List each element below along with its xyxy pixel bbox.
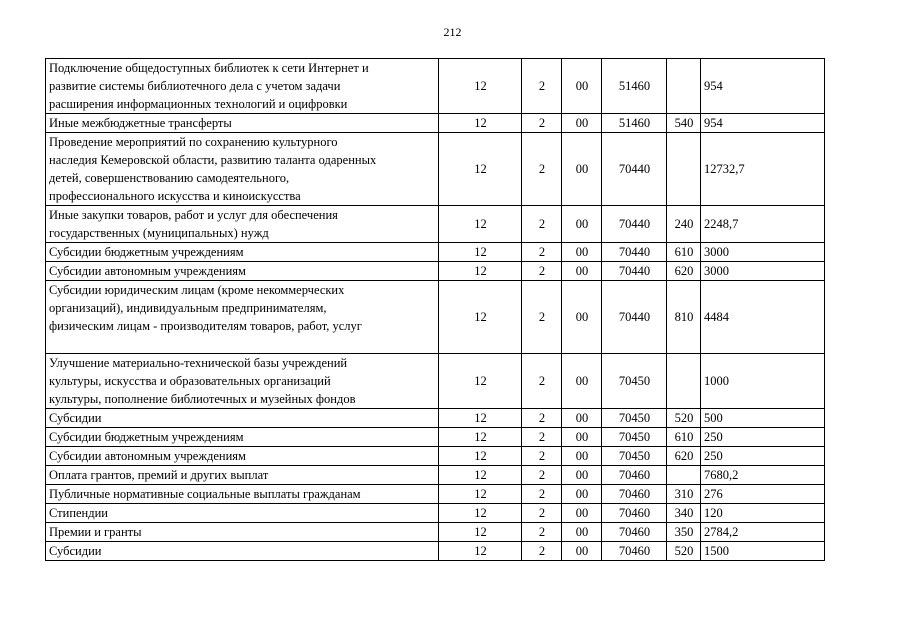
program-code-cell: 00: [562, 59, 602, 114]
table-row: [46, 485, 825, 504]
item-name-cell: [46, 59, 439, 114]
program-code-cell: 00: [562, 206, 602, 243]
item-name-line: организаций), индивидуальным предпринимателям,: [49, 301, 327, 315]
item-name-cell: [46, 133, 439, 206]
program-code-cell: 00: [562, 114, 602, 133]
table-row: [46, 59, 825, 114]
expense-type-code-cell: [667, 354, 701, 409]
item-name-line: Улучшение материально-технической базы учреждений: [49, 356, 348, 370]
program-code-cell: 00: [562, 542, 602, 561]
section-code-cell: 12: [439, 523, 522, 542]
amount-cell: 3000: [701, 243, 825, 262]
item-name-line: Подключение общедоступных библиотек к сети Интернет и: [49, 61, 369, 75]
expense-type-code-cell: 340: [667, 504, 701, 523]
item-name-line: Публичные нормативные социальные выплаты гражданам: [49, 487, 361, 501]
section-code-cell: 12: [439, 133, 522, 206]
subsection-code-cell: 2: [522, 504, 562, 523]
target-article-code-cell: 70450: [602, 409, 667, 428]
item-name-cell: [46, 542, 439, 561]
amount-cell: 7680,2: [701, 466, 825, 485]
item-name-line: Оплата грантов, премий и других выплат: [49, 468, 269, 482]
item-name-line: Субсидии автономным учреждениям: [49, 449, 246, 463]
subsection-code-cell: 2: [522, 428, 562, 447]
subsection-code-cell: 2: [522, 447, 562, 466]
subsection-code-cell: 2: [522, 523, 562, 542]
section-code-cell: 12: [439, 542, 522, 561]
item-name-line: Иные межбюджетные трансферты: [49, 116, 232, 130]
section-code-cell: 12: [439, 447, 522, 466]
section-code-cell: 12: [439, 114, 522, 133]
item-name-line: Премии и гранты: [49, 525, 142, 539]
target-article-code-cell: 70460: [602, 485, 667, 504]
section-code-cell: 12: [439, 485, 522, 504]
expense-type-code-cell: 520: [667, 409, 701, 428]
item-name-line: Проведение мероприятий по сохранению культурного: [49, 135, 338, 149]
target-article-code-cell: 70460: [602, 504, 667, 523]
item-name-line: Субсидии автономным учреждениям: [49, 264, 246, 278]
item-name-cell: [46, 447, 439, 466]
subsection-code-cell: 2: [522, 114, 562, 133]
amount-cell: 276: [701, 485, 825, 504]
item-name-line: Иные закупки товаров, работ и услуг для обеспечения: [49, 208, 338, 222]
section-code-cell: 12: [439, 262, 522, 281]
table-row: [46, 243, 825, 262]
amount-cell: 954: [701, 59, 825, 114]
expense-type-code-cell: 810: [667, 281, 701, 354]
expense-type-code-cell: 610: [667, 428, 701, 447]
item-name-cell: [46, 428, 439, 447]
subsection-code-cell: 2: [522, 262, 562, 281]
item-name-cell: [46, 354, 439, 409]
expense-type-code-cell: 240: [667, 206, 701, 243]
program-code-cell: 00: [562, 504, 602, 523]
expense-type-code-cell: [667, 133, 701, 206]
expense-type-code-cell: 520: [667, 542, 701, 561]
amount-cell: 250: [701, 428, 825, 447]
item-name-line: Субсидии бюджетным учреждениям: [49, 430, 244, 444]
program-code-cell: 00: [562, 523, 602, 542]
section-code-cell: 12: [439, 428, 522, 447]
item-name-line: Субсидии бюджетным учреждениям: [49, 245, 244, 259]
subsection-code-cell: 2: [522, 59, 562, 114]
table-row: [46, 447, 825, 466]
budget-table: [45, 58, 825, 561]
target-article-code-cell: 70440: [602, 281, 667, 354]
target-article-code-cell: 51460: [602, 114, 667, 133]
table-row: [46, 354, 825, 409]
budget-table-body: [46, 59, 825, 561]
amount-cell: 2248,7: [701, 206, 825, 243]
program-code-cell: 00: [562, 466, 602, 485]
expense-type-code-cell: 610: [667, 243, 701, 262]
item-name-line: [49, 335, 436, 353]
item-name-line: физическим лицам - производителям товаров, работ, услуг: [49, 319, 362, 333]
item-name-cell: [46, 114, 439, 133]
program-code-cell: 00: [562, 262, 602, 281]
target-article-code-cell: 70450: [602, 428, 667, 447]
item-name-line: Субсидии юридическим лицам (кроме некоммерческих: [49, 283, 345, 297]
program-code-cell: 00: [562, 428, 602, 447]
item-name-line: государственных (муниципальных) нужд: [49, 226, 269, 240]
expense-type-code-cell: 540: [667, 114, 701, 133]
target-article-code-cell: 70450: [602, 354, 667, 409]
item-name-line: наследия Кемеровской области, развитию таланта одаренных: [49, 153, 377, 167]
expense-type-code-cell: 620: [667, 447, 701, 466]
subsection-code-cell: 2: [522, 133, 562, 206]
item-name-line: Стипендии: [49, 506, 108, 520]
subsection-code-cell: 2: [522, 485, 562, 504]
section-code-cell: 12: [439, 409, 522, 428]
amount-cell: 500: [701, 409, 825, 428]
table-row: [46, 504, 825, 523]
expense-type-code-cell: 350: [667, 523, 701, 542]
target-article-code-cell: 70440: [602, 243, 667, 262]
item-name-line: культуры, искусства и образовательных организаций: [49, 374, 331, 388]
section-code-cell: 12: [439, 243, 522, 262]
item-name-line: профессионального искусства и киноискусства: [49, 189, 301, 203]
item-name-cell: [46, 523, 439, 542]
section-code-cell: 12: [439, 354, 522, 409]
item-name-line: Субсидии: [49, 411, 102, 425]
amount-cell: 954: [701, 114, 825, 133]
subsection-code-cell: 2: [522, 206, 562, 243]
item-name-line: культуры, пополнение библиотечных и музейных фондов: [49, 392, 356, 406]
subsection-code-cell: 2: [522, 354, 562, 409]
subsection-code-cell: 2: [522, 542, 562, 561]
subsection-code-cell: 2: [522, 409, 562, 428]
target-article-code-cell: 70460: [602, 466, 667, 485]
table-row: [46, 133, 825, 206]
item-name-cell: [46, 466, 439, 485]
item-name-line: детей, совершенствованию самодеятельного,: [49, 171, 290, 185]
program-code-cell: 00: [562, 243, 602, 262]
target-article-code-cell: 70450: [602, 447, 667, 466]
program-code-cell: 00: [562, 133, 602, 206]
subsection-code-cell: 2: [522, 243, 562, 262]
expense-type-code-cell: 620: [667, 262, 701, 281]
target-article-code-cell: 51460: [602, 59, 667, 114]
expense-type-code-cell: 310: [667, 485, 701, 504]
table-row: [46, 281, 825, 354]
target-article-code-cell: 70460: [602, 523, 667, 542]
section-code-cell: 12: [439, 281, 522, 354]
section-code-cell: 12: [439, 504, 522, 523]
item-name-cell: [46, 262, 439, 281]
table-row: [46, 409, 825, 428]
expense-type-code-cell: [667, 59, 701, 114]
amount-cell: 2784,2: [701, 523, 825, 542]
expense-type-code-cell: [667, 466, 701, 485]
program-code-cell: 00: [562, 354, 602, 409]
item-name-line: Субсидии: [49, 544, 102, 558]
table-row: [46, 466, 825, 485]
item-name-cell: [46, 504, 439, 523]
page-number: 212: [443, 25, 462, 39]
target-article-code-cell: 70440: [602, 206, 667, 243]
subsection-code-cell: 2: [522, 466, 562, 485]
table-row: [46, 114, 825, 133]
amount-cell: 4484: [701, 281, 825, 354]
section-code-cell: 12: [439, 206, 522, 243]
item-name-line: развитие системы библиотечного дела с учетом задачи: [49, 79, 341, 93]
amount-cell: 3000: [701, 262, 825, 281]
table-row: [46, 523, 825, 542]
program-code-cell: 00: [562, 485, 602, 504]
table-row: [46, 542, 825, 561]
target-article-code-cell: 70440: [602, 262, 667, 281]
amount-cell: 12732,7: [701, 133, 825, 206]
amount-cell: 250: [701, 447, 825, 466]
item-name-line: расширения информационных технологий и оцифровки: [49, 97, 348, 111]
amount-cell: 1500: [701, 542, 825, 561]
section-code-cell: 12: [439, 59, 522, 114]
item-name-cell: [46, 409, 439, 428]
amount-cell: 120: [701, 504, 825, 523]
amount-cell: 1000: [701, 354, 825, 409]
program-code-cell: 00: [562, 447, 602, 466]
table-row: [46, 428, 825, 447]
item-name-cell: [46, 243, 439, 262]
table-row: [46, 262, 825, 281]
item-name-cell: [46, 206, 439, 243]
section-code-cell: 12: [439, 466, 522, 485]
item-name-cell: [46, 281, 439, 354]
program-code-cell: 00: [562, 281, 602, 354]
subsection-code-cell: 2: [522, 281, 562, 354]
program-code-cell: 00: [562, 409, 602, 428]
table-row: [46, 206, 825, 243]
item-name-cell: [46, 485, 439, 504]
target-article-code-cell: 70460: [602, 542, 667, 561]
target-article-code-cell: 70440: [602, 133, 667, 206]
